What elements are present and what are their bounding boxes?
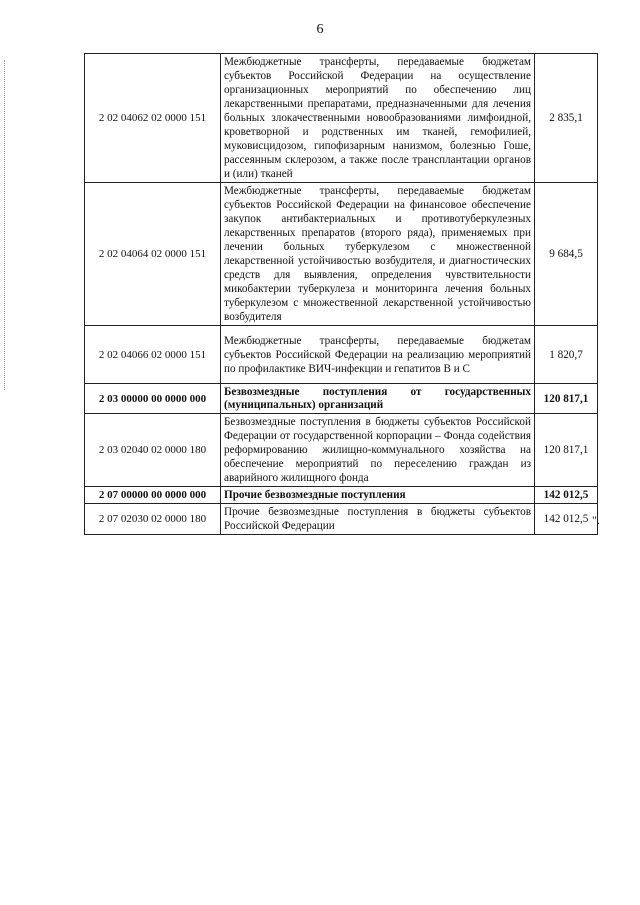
amount-cell: 1 820,7 [535,326,598,384]
budget-code-cell: 2 02 04062 02 0000 151 [85,54,221,183]
amount-cell: 142 012,5 [535,504,598,535]
budget-code-cell: 2 03 00000 00 0000 000 [85,384,221,414]
budget-code-cell: 2 07 00000 00 0000 000 [85,487,221,504]
description-cell: Межбюджетные трансферты, передаваемые бюджетам субъектов Российской Федерации на осуществление организационных мероприятий по обеспечению лиц лекарственными препаратами, предназначенными для лечения больных злокачественными новообразованиями лимфоидной, кроветворной и родственных им тканей, гемофилией, муковисцидозом, гипофизарным нанизмом, болезнью Гоше, рассеянным склерозом, а также после трансплантации органов и (или) тканей [221,54,535,183]
margin-dotted-line [4,60,5,390]
description-cell: Безвозмездные поступления от государственных (муниципальных) организаций [221,384,535,414]
budget-code-cell: 2 02 04066 02 0000 151 [85,326,221,384]
amount-cell: 120 817,1 [535,414,598,487]
table-row [85,504,598,535]
amount-cell: 2 835,1 [535,54,598,183]
budget-code-cell: 2 03 02040 02 0000 180 [85,414,221,487]
description-cell: Межбюджетные трансферты, передаваемые бюджетам субъектов Российской Федерации на финансовое обеспечение закупок антибактериальных и противотуберкулезных лекарственных препаратов (второго ряда), применяемых при лечении больных туберкулезом с множественной лекарственной устойчивостью возбудителя, и диагностических средств для выявления, определения чувствительности микобактерии туберкулеза и мониторинга лечения больных туберкулезом с множественной лекарственной устойчивостью возбудителя [221,183,535,326]
table-row-group-total [85,487,598,504]
closing-quote-mark: ". [592,513,600,527]
page-number: 6 [316,22,324,37]
amount-cell: 9 684,5 [535,183,598,326]
table-row [85,54,598,183]
description-cell: Межбюджетные трансферты, передаваемые бюджетам субъектов Российской Федерации на реализацию мероприятий по профилактике ВИЧ-инфекции и гепатитов В и С [221,326,535,384]
description-cell: Безвозмездные поступления в бюджеты субъектов Российской Федерации от государственной корпорации – Фонда содействия реформированию жилищно-коммунального хозяйства на обеспечение мероприятий по переселению граждан из аварийного жилищного фонда [221,414,535,487]
budget-revenue-table [84,53,598,535]
amount-cell: 120 817,1 [535,384,598,414]
amount-cell: 142 012,5 [535,487,598,504]
budget-code-cell: 2 02 04064 02 0000 151 [85,183,221,326]
table-row [85,414,598,487]
budget-code-cell: 2 07 02030 02 0000 180 [85,504,221,535]
description-cell: Прочие безвозмездные поступления [221,487,535,504]
table-row [85,183,598,326]
table-row-group-total [85,384,598,414]
description-cell: Прочие безвозмездные поступления в бюджеты субъектов Российской Федерации [221,504,535,535]
table-row [85,326,598,384]
